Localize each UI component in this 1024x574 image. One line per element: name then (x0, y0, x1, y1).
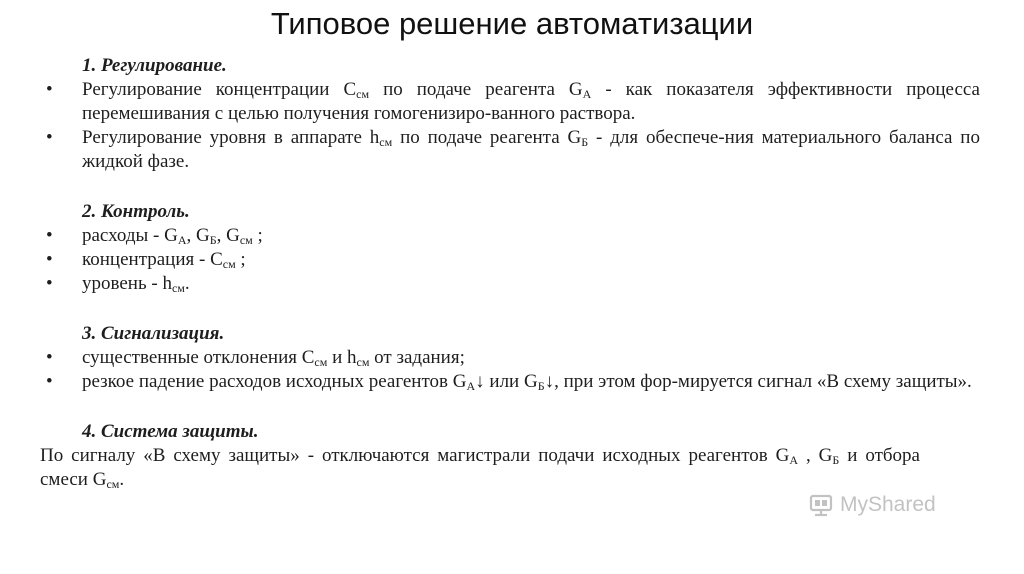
bullet-icon: • (46, 225, 53, 246)
watermark-text: MyShared (840, 493, 936, 516)
list-item (40, 78, 980, 126)
subscript: А (789, 453, 799, 467)
myshared-watermark (808, 492, 936, 518)
bullet-icon: • (46, 249, 53, 270)
item-text: по подаче реагента G (369, 79, 583, 100)
subscript: А (582, 87, 592, 101)
item-text: ↓, при этом фор-мируется сигнал «В схему защиты». (544, 371, 972, 392)
bullet-icon: • (46, 79, 53, 100)
paragraph-text: и отбора смеси G (40, 445, 920, 490)
section-3-heading: 3. Сигнализация. (82, 323, 225, 344)
subscript: см (171, 281, 185, 295)
subscript: Б (832, 453, 840, 467)
list-item (40, 370, 980, 394)
item-text: расходы - G (82, 225, 178, 246)
item-text: ; (235, 249, 246, 270)
item-text: уровень - h (82, 273, 172, 294)
item-text: концентрация - C (82, 249, 223, 270)
myshared-logo-icon (808, 492, 834, 518)
paragraph-text: . (119, 469, 125, 490)
subscript: Б (581, 135, 589, 149)
subscript: см (379, 135, 393, 149)
subscript: см (356, 87, 370, 101)
subscript: см (222, 257, 236, 271)
list-item (40, 248, 980, 272)
paragraph-text: По сигналу «В схему защиты» - отключаются магистрали подачи исходных реагентов G (40, 445, 790, 466)
item-text: , G (216, 225, 240, 246)
item-text: ; (252, 225, 263, 246)
paragraph-text: , G (798, 445, 833, 466)
section-4-heading: 4. Система защиты. (82, 421, 259, 442)
list-item (40, 272, 980, 296)
bullet-icon: • (46, 273, 53, 294)
slide-title: Типовое решение автоматизации (270, 6, 754, 41)
list-item (40, 224, 980, 248)
item-text: Регулирование уровня в аппарате h (82, 127, 380, 148)
item-text: от задания; (369, 347, 465, 368)
subscript: см (314, 355, 328, 369)
list-item (40, 346, 980, 370)
bullet-icon: • (46, 347, 53, 368)
section-2-heading: 2. Контроль. (82, 201, 190, 222)
item-text: по подаче реагента G (392, 127, 582, 148)
bullet-icon: • (46, 127, 53, 148)
subscript: Б (537, 379, 545, 393)
subscript: Б (209, 233, 217, 247)
document-body (40, 54, 980, 492)
item-text: и h (327, 347, 357, 368)
item-text: существенные отклонения C (82, 347, 315, 368)
item-text: резкое падение расходов исходных реагентов G (82, 371, 467, 392)
subscript: А (177, 233, 187, 247)
subscript: см (106, 477, 120, 491)
subscript: А (466, 379, 476, 393)
list-item (40, 126, 980, 174)
item-text: . (184, 273, 190, 294)
subscript: см (239, 233, 253, 247)
item-text: , G (186, 225, 210, 246)
section-1-heading: 1. Регулирование. (82, 55, 227, 76)
bullet-icon: • (46, 371, 53, 392)
item-text: - для обеспече-ния материального баланса по жидкой фазе. (82, 127, 980, 172)
subscript: см (356, 355, 370, 369)
protection-paragraph (40, 444, 980, 492)
item-text: - как показателя эффективности процесса перемешивания с целью получения гомогенизиро-ванного раствора. (82, 79, 980, 124)
item-text: Регулирование концентрации C (82, 79, 357, 100)
item-text: ↓ или G (475, 371, 538, 392)
